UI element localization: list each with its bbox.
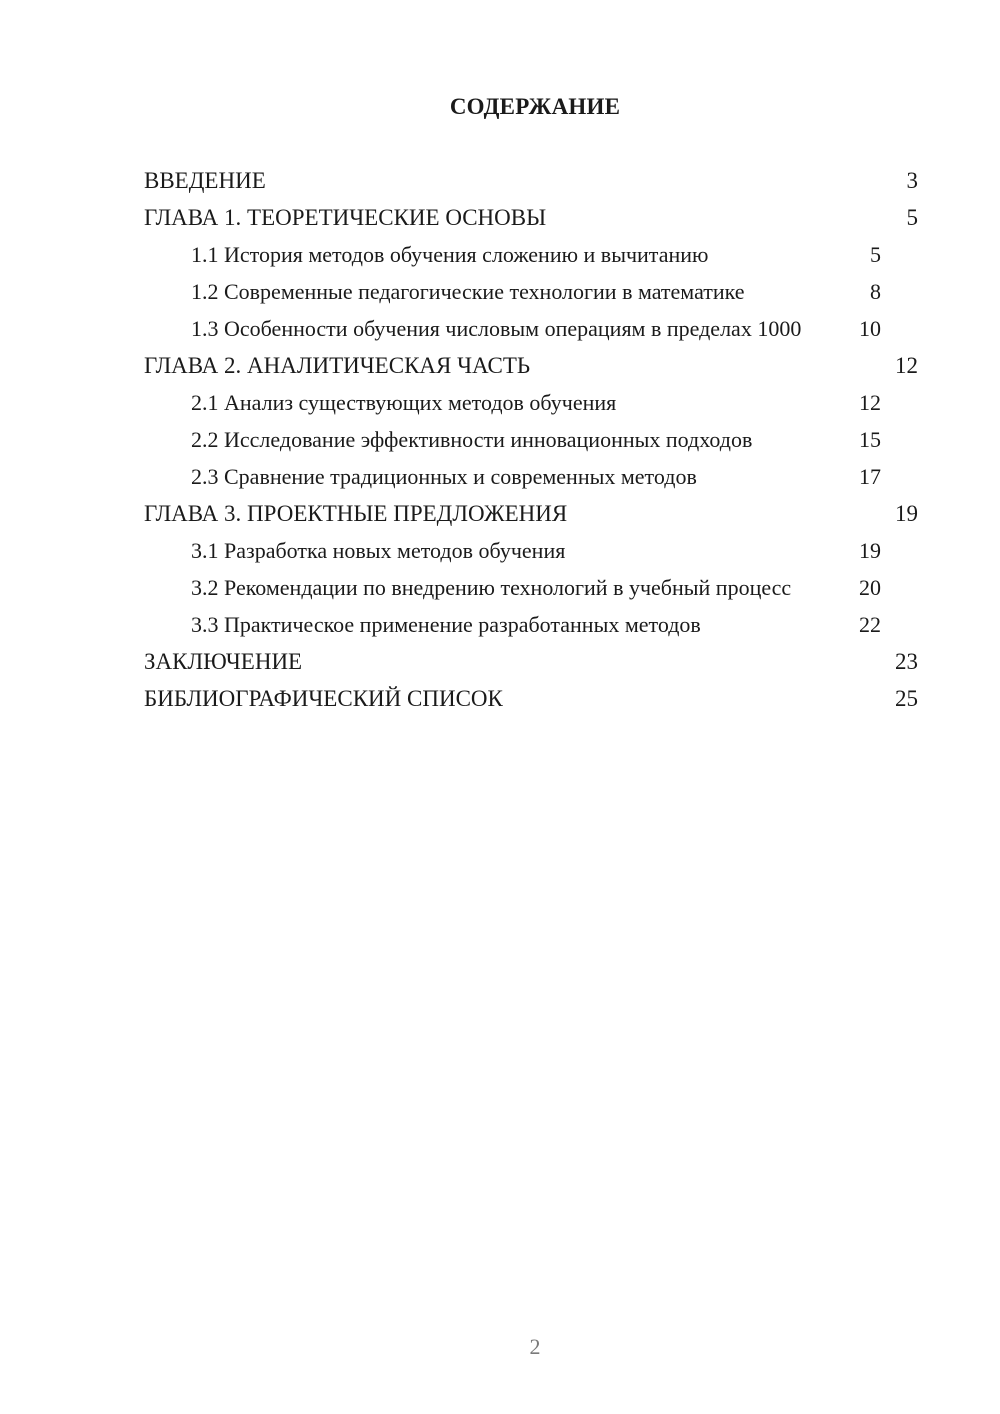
toc-entry[interactable] <box>144 575 918 601</box>
toc-entry-page: 19 <box>895 501 918 526</box>
toc-entry[interactable] <box>144 316 918 342</box>
toc-entry-page: 22 <box>859 612 881 637</box>
toc-entry-page: 5 <box>906 205 918 230</box>
toc-entry-title: 2.2 Исследование эффективности инновационных подходов <box>191 427 753 452</box>
toc-entry-page: 10 <box>859 316 881 341</box>
toc-entry-title: 3.2 Рекомендации по внедрению технологий в учебный процесс <box>191 575 792 600</box>
page-number: 2 <box>529 1334 541 1359</box>
toc-entry-title: ГЛАВА 2. АНАЛИТИЧЕСКАЯ ЧАСТЬ <box>144 353 531 378</box>
toc-entry-title: ВВЕДЕНИЕ <box>144 168 266 193</box>
toc-entry-page: 19 <box>859 538 881 563</box>
toc-entry-page: 5 <box>870 242 881 267</box>
toc-entry-title: ГЛАВА 3. ПРОЕКТНЫЕ ПРЕДЛОЖЕНИЯ <box>144 501 568 526</box>
toc-entry[interactable] <box>144 242 918 268</box>
toc-entry-title: 3.3 Практическое применение разработанных методов <box>191 612 701 637</box>
toc-entry-title: 2.1 Анализ существующих методов обучения <box>191 390 617 415</box>
toc-entry-page: 15 <box>859 427 881 452</box>
toc-entry[interactable] <box>144 464 918 490</box>
toc-entry-title: 3.1 Разработка новых методов обучения <box>191 538 566 563</box>
toc-entry[interactable] <box>144 353 918 379</box>
toc-entry[interactable] <box>144 501 918 527</box>
table-of-contents <box>144 168 918 723</box>
toc-entry-title: ГЛАВА 1. ТЕОРЕТИЧЕСКИЕ ОСНОВЫ <box>144 205 547 230</box>
toc-entry-page: 23 <box>895 649 918 674</box>
toc-entry-page: 3 <box>906 168 918 193</box>
toc-entry[interactable] <box>144 168 918 194</box>
toc-entry-title: 1.1 История методов обучения сложению и вычитанию <box>191 242 709 267</box>
toc-entry-title: БИБЛИОГРАФИЧЕСКИЙ СПИСОК <box>144 686 503 711</box>
toc-entry[interactable] <box>144 427 918 453</box>
toc-entry-title: ЗАКЛЮЧЕНИЕ <box>144 649 303 674</box>
toc-entry-page: 12 <box>859 390 881 415</box>
toc-entry[interactable] <box>144 390 918 416</box>
toc-entry[interactable] <box>144 612 918 638</box>
toc-entry[interactable] <box>144 538 918 564</box>
toc-entry-title: 2.3 Сравнение традиционных и современных методов <box>191 464 697 489</box>
toc-entry[interactable] <box>144 686 918 712</box>
toc-entry-title: 1.2 Современные педагогические технологии в математике <box>191 279 745 304</box>
toc-entry-page: 17 <box>859 464 881 489</box>
toc-entry-page: 20 <box>859 575 881 600</box>
toc-entry[interactable] <box>144 205 918 231</box>
toc-entry-page: 12 <box>895 353 918 378</box>
toc-entry-page: 8 <box>870 279 881 304</box>
toc-entry-page: 25 <box>895 686 918 711</box>
toc-entry[interactable] <box>144 649 918 675</box>
toc-entry-title: 1.3 Особенности обучения числовым операциям в пределах 1000 <box>191 316 802 341</box>
page-title: СОДЕРЖАНИЕ <box>449 94 621 119</box>
toc-entry[interactable] <box>144 279 918 305</box>
